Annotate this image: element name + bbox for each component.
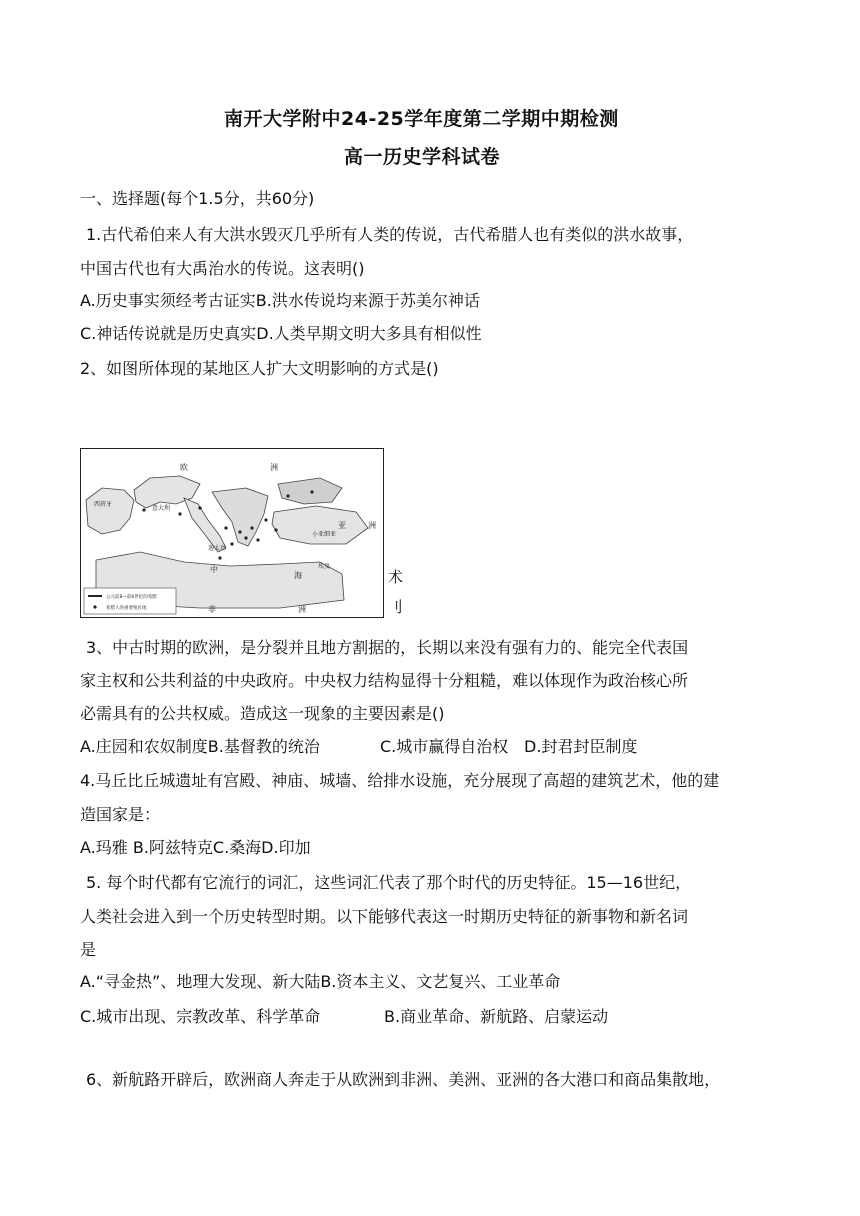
question-5-options-ab: A.“寻金热”、地理大发现、新大陆B.资本主义、文艺复兴、工业革命 [80, 972, 561, 991]
exam-title-line1: 南开大学附中24-25学年度第二学期中期检测 [224, 108, 619, 130]
question-5-option-d: B.商业革命、新航路、启蒙运动 [384, 1007, 609, 1026]
map-label-europe-2: 洲 [270, 463, 278, 472]
question-1-options-cd: C.神话传说就是历史真实D.人类早期文明大多具有相似性 [80, 324, 482, 343]
question-5-line-3: 是 [80, 940, 97, 959]
question-1-line-2: 中国古代也有大禹治水的传说。这表明() [80, 259, 365, 278]
question-5-line-2: 人类社会进入到一个历史转型时期。以下能够代表这一时期历史特征的新事物和新名词 [80, 907, 689, 926]
question-3-line-2: 家主权和公共利益的中央政府。中央权力结构显得十分粗糙，难以体现作为政治核心所 [80, 671, 689, 690]
question-5-line-1: 5. 每个时代都有它流行的词汇，这些词汇代表了那个时代的历史特征。15—16世纪， [86, 873, 692, 892]
side-glyph-1: 术 [388, 568, 404, 586]
question-3-option-ab: A.庄园和农奴制度B.基督教的统治 [80, 737, 320, 756]
map-label-carthage: 迦太基 [208, 545, 227, 552]
question-5-option-c: C.城市出现、宗教改革、科学革命 [80, 1007, 321, 1026]
map-legend-colonies: 希腊人的重要殖民地 [106, 606, 147, 611]
question-4-line-1: 4.马丘比丘城遗址有宫殿、神庙、城墙、给排水设施，充分展现了高超的建筑艺术，他的建 [80, 771, 720, 790]
question-4-line-2: 造国家是： [80, 805, 161, 824]
map-label-asia-minor: 小亚细亚 [312, 531, 337, 538]
question-3-option-c: C.城市赢得自治权 [380, 737, 509, 756]
question-2-line-1: 2、如图所体现的某地区人扩大文明影响的方式是() [80, 359, 439, 378]
map-label-egypt: 埃及 [318, 563, 331, 570]
mediterranean-map [80, 448, 384, 618]
side-glyph-2: 刂 [388, 598, 404, 616]
map-legend-greece: 公元前8—前6世纪的希腊 [106, 595, 157, 600]
map-label-europe-1: 欧 [180, 463, 188, 472]
map-label-asia-2: 洲 [368, 521, 376, 530]
map-label-spain: 西班牙 [94, 501, 113, 508]
map-label-africa-1: 非 [208, 605, 216, 614]
question-4-options: A.玛雅 B.阿兹特克C.桑海D.印加 [80, 838, 311, 857]
question-6-line-1: 6、新航路开辟后，欧洲商人奔走于从欧洲到非洲、美洲、亚洲的各大港口和商品集散地， [86, 1070, 721, 1089]
map-label-mediterranean-1: 中 [210, 565, 218, 574]
question-1-options-ab: A.历史事实须经考古证实B.洪水传说均来源于苏美尔神话 [80, 291, 480, 310]
question-1-line-1: 1.古代希伯来人有大洪水毁灭几乎所有人类的传说，古代希腊人也有类似的洪水故事， [86, 225, 694, 244]
map-label-italy: 意大利 [152, 505, 171, 512]
question-3-option-d: D.封君封臣制度 [524, 737, 638, 756]
question-3-line-1: 3、中古时期的欧洲，是分裂并且地方割据的，长期以来没有强有力的、能完全代表国 [86, 638, 689, 657]
section-heading: 一、选择题(每个1.5分，共60分) [80, 189, 315, 208]
map-label-africa-2: 洲 [298, 605, 306, 614]
exam-title-line2: 高一历史学科试卷 [344, 146, 501, 168]
map-label-mediterranean-2: 海 [294, 571, 302, 580]
question-3-line-3: 必需具有的公共权威。造成这一现象的主要因素是() [80, 704, 445, 723]
map-label-asia-1: 亚 [338, 521, 346, 530]
